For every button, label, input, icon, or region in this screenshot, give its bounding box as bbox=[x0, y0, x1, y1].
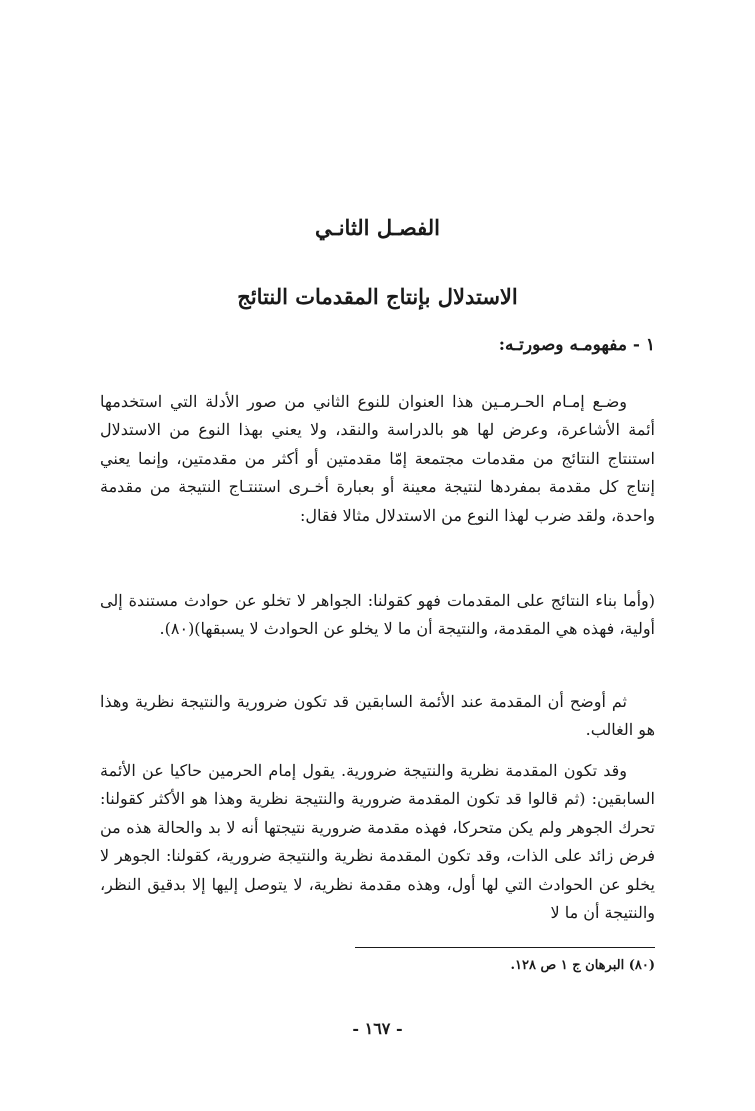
section-title: الاستدلال بإنتاج المقدمات النتائج bbox=[237, 284, 518, 309]
chapter-title: الفصـل الثانـي bbox=[315, 215, 440, 240]
footnote: (٨٠) البرهان ج ١ ص ١٢٨. bbox=[510, 958, 655, 973]
paragraph-4: وقد تكون المقدمة نظرية والنتيجة ضرورية. يقول إمام الحرمين حاكيا عن الأئمة السابقين: (ثم قالوا قد تكون المقدمة ضرورية والنتيجة نظرية وهذا هو الأكثر كقولنا: تحرك الجوهر ولم يكن متحركا، فهذه مقدمة ضرورية نتيجتها أنه لا بد والحالة هذه من فرض زائد على الذات، وقد تكون المقدمة نظرية والنتيجة ضرورية، كقولنا: الجوهر لا يخلو عن الحوادث التي لها أول، وهذه مقدمة نظرية، لا يتوصل إليها إلا بدقيق النظر، والنتيجة أن ما لا bbox=[100, 761, 655, 923]
page-number: - ١٦٧ - bbox=[352, 1019, 403, 1038]
paragraph-1: وضـع إمـام الحـرمـين هذا العنوان للنوع الثاني من صور الأدلة التي استخدمها أئمة الأشاعرة، وعرض لها هو بالدراسة والنقد، ولا يعني بهذا النوع من الاستدلال استنتاج النتائج من مقدمات مجتمعة إمّا مقدمتين أو أكثر من مقدمتين، وإنما يعني إنتاج كل مقدمة بمفردها لنتيجة معينة أو بعبارة أخـرى استنتـاج النتيجة من مقدمة واحدة، ولقد ضرب لهذا النوع من الاستدلال مثالا فقال: bbox=[100, 392, 655, 525]
paragraph-2-quote: (وأما بناء النتائج على المقدمات فهو كقولنا: الجواهر لا تخلو عن حوادث مستندة إلى أولية، فهذه هي المقدمة، والنتيجة أن ما لا يخلو عن الحوادث لا يسبقها)(٨٠). bbox=[100, 591, 655, 639]
footnote-divider bbox=[355, 947, 655, 948]
paragraph-3: ثم أوضح أن المقدمة عند الأئمة السابقين قد تكون ضرورية والنتيجة نظرية وهذا هو الغالب. bbox=[100, 692, 655, 740]
subheading: ١ - مفهومـه وصورتـه: bbox=[498, 335, 655, 355]
